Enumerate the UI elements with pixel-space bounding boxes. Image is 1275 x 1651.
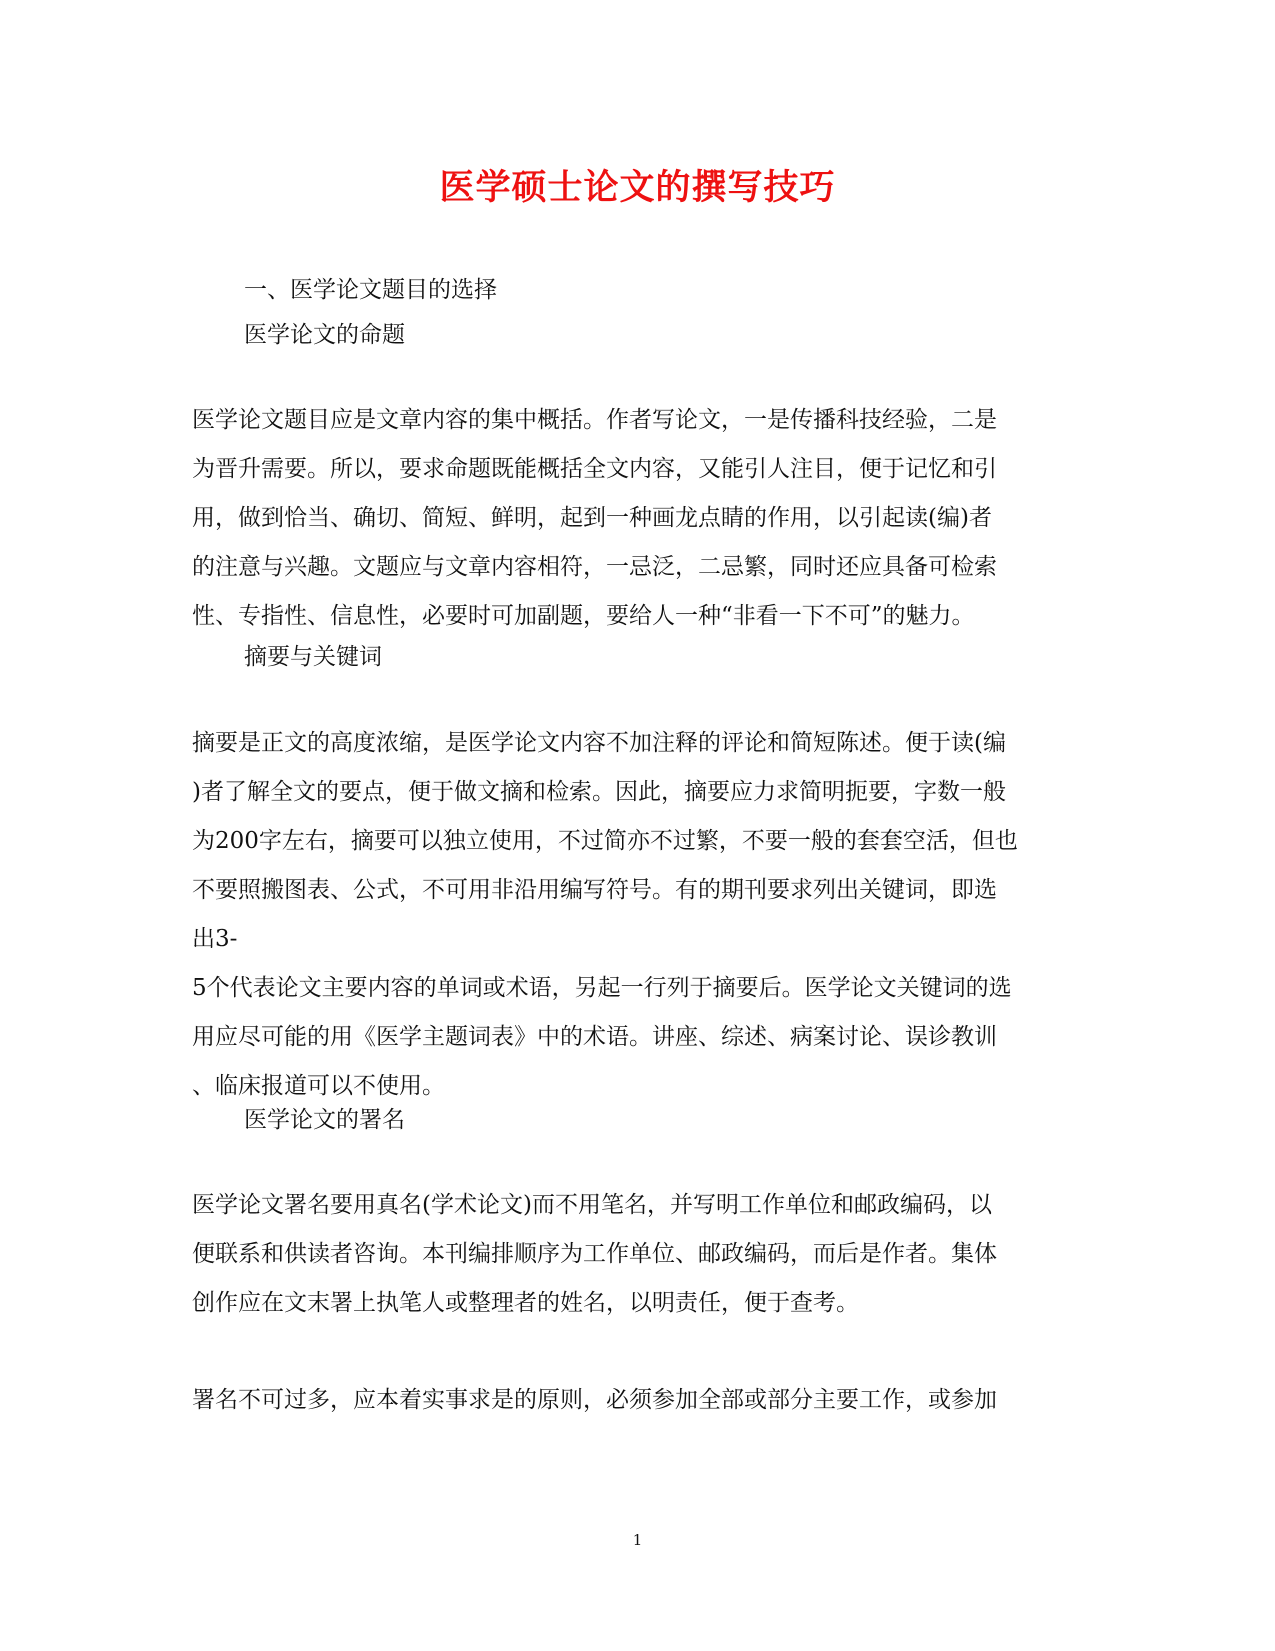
paragraph-line: 创作应在文末署上执笔人或整理者的姓名，以明责任，便于查考。	[192, 1290, 859, 1316]
paragraph-line: 署名不可过多，应本着实事求是的原则，必须参加全部或部分主要工作，或参加	[192, 1387, 997, 1413]
paragraph-line: 、临床报道可以不使用。	[192, 1073, 445, 1099]
paragraph-authorship-limit	[192, 1376, 1082, 1425]
paragraph-authorship	[192, 1181, 1082, 1328]
paragraph-line: 摘要是正文的高度浓缩，是医学论文内容不加注释的评论和简短陈述。便于读(编	[192, 730, 1006, 756]
paragraph-line: 便联系和供读者咨询。本刊编排顺序为工作单位、邮政编码，而后是作者。集体	[192, 1241, 997, 1267]
paragraph-line: 医学论文署名要用真名(学术论文)而不用笔名，并写明工作单位和邮政编码，以	[192, 1192, 992, 1218]
paragraph-line: 的注意与兴趣。文题应与文章内容相符，一忌泛，二忌繁，同时还应具备可检索	[192, 554, 997, 580]
paragraph-abstract	[192, 719, 1082, 1111]
paragraph-line: 用应尽可能的用《医学主题词表》中的术语。讲座、综述、病案讨论、误诊教训	[192, 1024, 997, 1050]
document-title: 医学硕士论文的撰写技巧	[439, 167, 836, 208]
paragraph-line: 5个代表论文主要内容的单词或术语，另起一行列于摘要后。医学论文关键词的选	[192, 975, 1012, 1001]
subheading-authorship: 医学论文的署名	[244, 1107, 405, 1133]
paragraph-line: )者了解全文的要点，便于做文摘和检索。因此，摘要应力求简明扼要，字数一般	[192, 779, 1006, 805]
paragraph-line: 不要照搬图表、公式，不可用非沿用编写符号。有的期刊要求列出关键词，即选	[192, 877, 997, 903]
page-number: 1	[632, 1531, 643, 1549]
paragraph-title	[192, 396, 1082, 641]
subheading-title-proposition: 医学论文的命题	[244, 322, 405, 348]
section-heading: 一、医学论文题目的选择	[244, 277, 497, 303]
paragraph-line: 医学论文题目应是文章内容的集中概括。作者写论文，一是传播科技经验，二是	[192, 407, 997, 433]
subheading-abstract-keywords: 摘要与关键词	[244, 644, 382, 670]
paragraph-line: 性、专指性、信息性，必要时可加副题，要给人一种“非看一下不可”的魅力。	[192, 603, 975, 629]
paragraph-line: 用，做到恰当、确切、简短、鲜明，起到一种画龙点睛的作用，以引起读(编)者	[192, 505, 992, 531]
paragraph-line: 为200字左右，摘要可以独立使用，不过简亦不过繁，不要一般的套套空活，但也	[192, 828, 1018, 854]
paragraph-line: 为晋升需要。所以，要求命题既能概括全文内容，又能引人注目，便于记忆和引	[192, 456, 997, 482]
paragraph-line: 出3-	[192, 926, 238, 952]
